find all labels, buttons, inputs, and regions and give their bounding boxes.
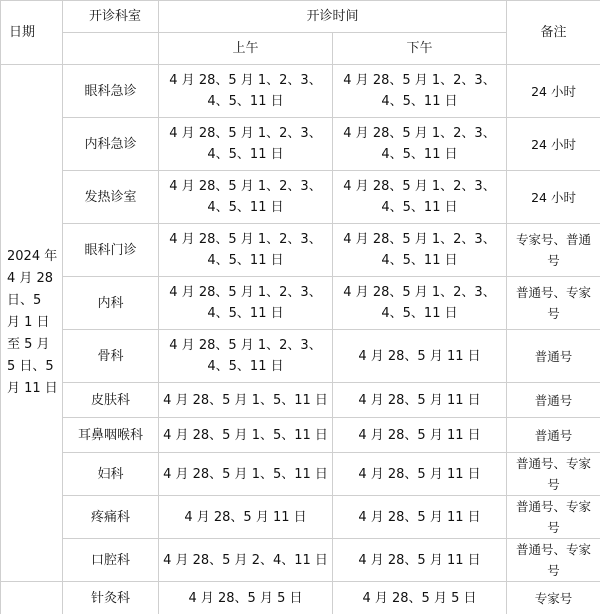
- dept-cell: 眼科急诊: [63, 65, 159, 118]
- morning-cell: 4 月 28、5 月 5 日: [159, 582, 333, 614]
- dept-cell: 皮肤科: [63, 383, 159, 418]
- morning-cell: 4 月 28、5 月 1、5、11 日: [159, 453, 333, 496]
- morning-cell: 4 月 28、5 月 11 日: [159, 496, 333, 539]
- header-time: 开诊时间: [159, 1, 507, 33]
- afternoon-cell: 4 月 28、5 月 1、2、3、4、5、11 日: [333, 171, 507, 224]
- morning-cell: 4 月 28、5 月 1、2、3、4、5、11 日: [159, 224, 333, 277]
- table-row: [1, 539, 600, 582]
- header-remarks: 备注: [507, 1, 600, 65]
- morning-cell: 4 月 28、5 月 1、2、3、4、5、11 日: [159, 65, 333, 118]
- dept-cell: 眼科门诊: [63, 224, 159, 277]
- remark-cell: 24 小时: [507, 171, 600, 224]
- afternoon-cell: 4 月 28、5 月 11 日: [333, 418, 507, 453]
- header-department-empty: [63, 33, 159, 65]
- remark-cell: 普通号、专家号: [507, 277, 600, 330]
- header-afternoon: 下午: [333, 33, 507, 65]
- morning-cell: 4 月 28、5 月 1、2、3、4、5、11 日: [159, 330, 333, 383]
- afternoon-cell: 4 月 28、5 月 1、2、3、4、5、11 日: [333, 277, 507, 330]
- morning-cell: 4 月 28、5 月 1、2、3、4、5、11 日: [159, 171, 333, 224]
- table-row: [1, 418, 600, 453]
- morning-cell: 4 月 28、5 月 1、2、3、4、5、11 日: [159, 118, 333, 171]
- afternoon-cell: 4 月 28、5 月 11 日: [333, 453, 507, 496]
- remark-cell: 专家号、普通号: [507, 224, 600, 277]
- table-row: [1, 277, 600, 330]
- remark-cell: 普通号、专家号: [507, 539, 600, 582]
- afternoon-cell: 4 月 28、5 月 1、2、3、4、5、11 日: [333, 224, 507, 277]
- afternoon-cell: 4 月 28、5 月 5 日: [333, 582, 507, 614]
- dept-cell: 妇科: [63, 453, 159, 496]
- dept-cell: 耳鼻咽喉科: [63, 418, 159, 453]
- table-row: [1, 171, 600, 224]
- header-date: 日期: [1, 1, 63, 65]
- table-row: [1, 383, 600, 418]
- date-empty-cell: [1, 582, 63, 614]
- table-row: [1, 582, 600, 614]
- dept-cell: 口腔科: [63, 539, 159, 582]
- dept-cell: 发热诊室: [63, 171, 159, 224]
- table-row: [1, 453, 600, 496]
- morning-cell: 4 月 28、5 月 1、2、3、4、5、11 日: [159, 277, 333, 330]
- afternoon-cell: 4 月 28、5 月 11 日: [333, 496, 507, 539]
- remark-cell: 普通号: [507, 330, 600, 383]
- dept-cell: 针灸科: [63, 582, 159, 614]
- dept-cell: 疼痛科: [63, 496, 159, 539]
- dept-cell: 内科急诊: [63, 118, 159, 171]
- remark-cell: 24 小时: [507, 65, 600, 118]
- remark-cell: 普通号、专家号: [507, 453, 600, 496]
- table-row: [1, 330, 600, 383]
- date-range-cell: 2024 年 4 月 28 日、5 月 1 日至 5 月 5 日、5 月 11 日: [1, 65, 63, 582]
- afternoon-cell: 4 月 28、5 月 11 日: [333, 330, 507, 383]
- remark-cell: 普通号: [507, 383, 600, 418]
- header-department: 开诊科室: [63, 1, 159, 33]
- afternoon-cell: 4 月 28、5 月 1、2、3、4、5、11 日: [333, 65, 507, 118]
- dept-cell: 骨科: [63, 330, 159, 383]
- table-row: [1, 65, 600, 118]
- table-row: [1, 224, 600, 277]
- remark-cell: 24 小时: [507, 118, 600, 171]
- header-row: [1, 1, 600, 33]
- afternoon-cell: 4 月 28、5 月 11 日: [333, 383, 507, 418]
- afternoon-cell: 4 月 28、5 月 11 日: [333, 539, 507, 582]
- morning-cell: 4 月 28、5 月 1、5、11 日: [159, 418, 333, 453]
- morning-cell: 4 月 28、5 月 1、5、11 日: [159, 383, 333, 418]
- table-row: [1, 118, 600, 171]
- table-row: [1, 496, 600, 539]
- header-morning: 上午: [159, 33, 333, 65]
- morning-cell: 4 月 28、5 月 2、4、11 日: [159, 539, 333, 582]
- remark-cell: 普通号: [507, 418, 600, 453]
- afternoon-cell: 4 月 28、5 月 1、2、3、4、5、11 日: [333, 118, 507, 171]
- dept-cell: 内科: [63, 277, 159, 330]
- remark-cell: 专家号: [507, 582, 600, 614]
- remark-cell: 普通号、专家号: [507, 496, 600, 539]
